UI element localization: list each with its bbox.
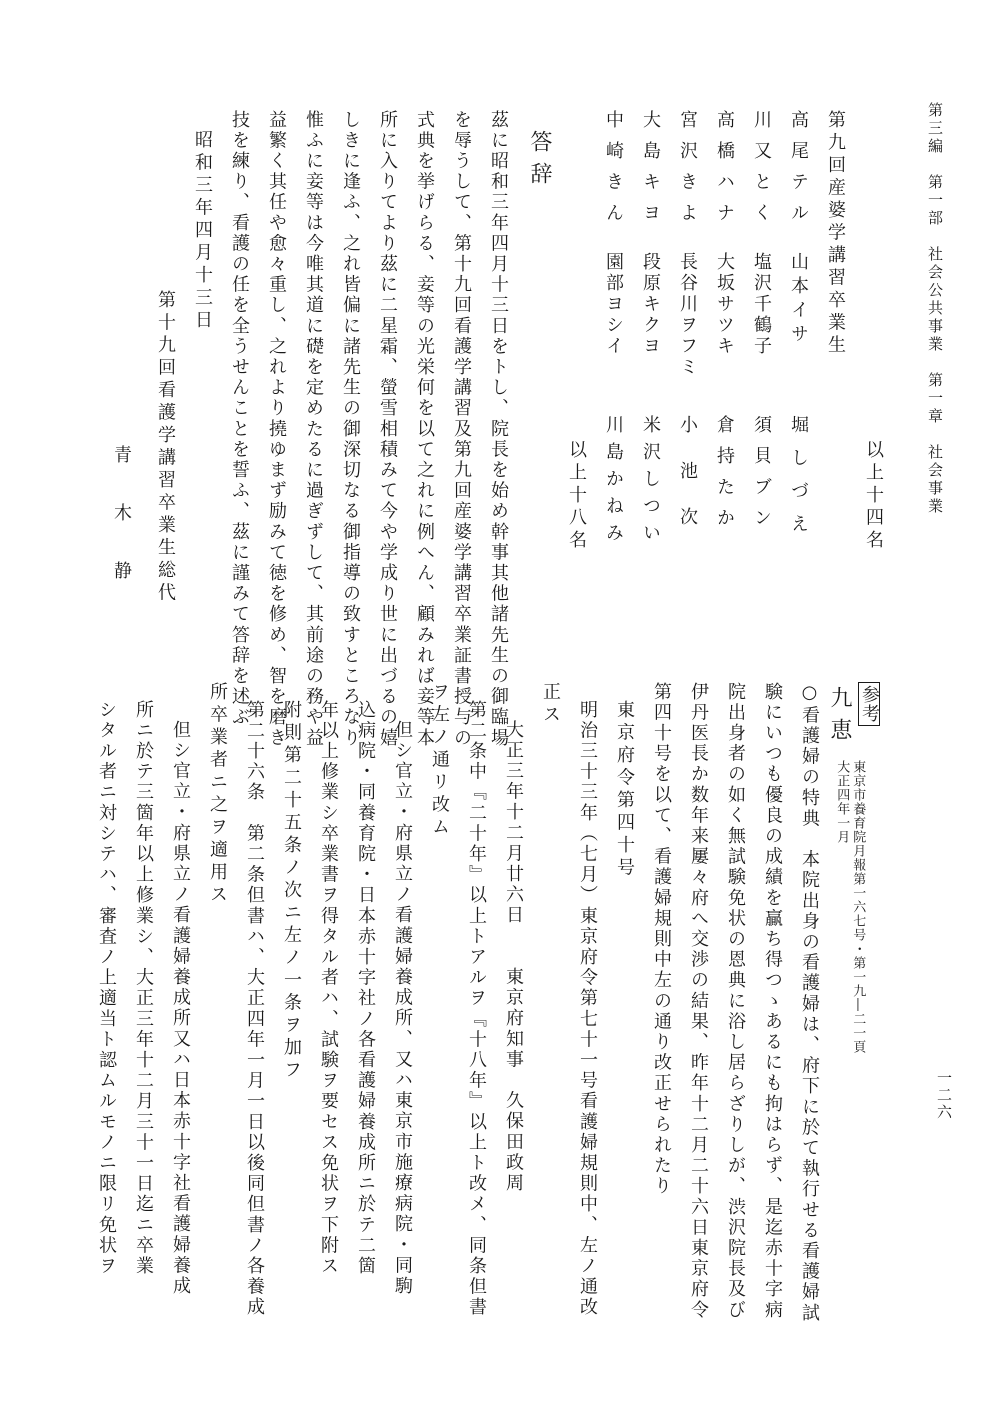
body-line-10: 第二条中『二十年』以上トアルヲ『十八年』以上ト改メ、同条但書 <box>466 700 487 1318</box>
name-r3-c2: 須貝ブン <box>751 415 772 539</box>
name-r1-c6: 中崎きん <box>603 110 624 234</box>
body-line-17: 所卒業者ニ之ヲ適用ス <box>207 682 228 907</box>
name-r2-c4: 長谷川ヲフミ <box>677 252 698 378</box>
toji-line-3: 式典を挙げらる、妾等の光栄何を以て之れに例へん、顧みれば妾等本 <box>414 110 435 749</box>
body-line-1: ○看護婦の特典 本院出身の看護婦は、府下に於て執行せる看護婦試 <box>799 682 820 1324</box>
body-line-19: 所ニ於テ三箇年以上修業シ、大正三年十二月三十一日迄ニ卒業 <box>133 700 154 1277</box>
name-r3-c1: 堀しづえ <box>788 415 809 547</box>
body-line-6: 東京府令第四十号 <box>614 700 635 880</box>
toji-line-7: 益繁く其任や愈々重し、之れより撓ゆまず励みて徳を修め、智を磨き <box>266 110 287 749</box>
name-r3-c6: 川島かねみ <box>603 415 624 550</box>
body-line-20: シタル者ニ対シテハ、審査ノ上適当ト認ムルモノニ限リ免状ヲ <box>96 700 117 1277</box>
count-fourteen: 以上十四名 <box>863 440 884 553</box>
bottom-title: 九恵 <box>827 686 852 750</box>
name-r3-c3: 倉持たか <box>714 415 735 539</box>
page-number: 一二六 <box>935 1070 953 1121</box>
name-r1-c2: 川又とく <box>751 110 772 234</box>
name-r2-c6: 園部ヨシイ <box>603 252 624 357</box>
sanko-text: 参考 <box>858 682 880 726</box>
running-head: 第三編 第一部 社会公共事業 第一章 社会事業 <box>926 102 944 516</box>
body-line-3: 院出身者の如く無試験免状の恩典に浴し居らざりしが、渋沢院長及び <box>725 682 746 1321</box>
body-line-11: ヲ左ノ通リ改ム <box>429 682 450 840</box>
source-line-2: 大正四年一月 <box>834 760 850 844</box>
body-line-8: 正ス <box>540 682 561 727</box>
body-line-16: 第二十六条 第二条但書ハ、大正四年一月一日以後同但書ノ各養成 <box>244 700 265 1318</box>
sanko-label <box>858 682 880 726</box>
toji-line-8: 技を練り、看護の任を全うせんことを誓ふ、茲に謹みて答辞を述ぶ <box>229 110 250 728</box>
body-line-15: 附則第二十五条ノ次ニ左ノ一条ヲ加フ <box>281 700 302 1083</box>
name-r1-c1: 高尾テル <box>788 110 809 234</box>
source-line-1: 東京市養育院月報第一六七号・第一九―二一頁 <box>850 760 866 1054</box>
body-line-14: 年以上修業シ卒業書ヲ得タル者ハ、試験ヲ要セス免状ヲ下附ス <box>318 700 339 1277</box>
name-r2-c5: 段原キクヨ <box>640 252 661 357</box>
toji-line-4: 所に入りてより茲に二星霜、螢雪相積みて今や学成り世に出づるの嬉 <box>377 110 398 749</box>
name-r3-c4: 小池次 <box>677 415 698 553</box>
toji-signer-name: 青木静 <box>111 445 132 619</box>
name-r3-c5: 米沢しつい <box>640 415 661 550</box>
toji-line-5: しきに逢ふ、之れ皆偏に諸先生の御深切なる御指導の致すところなり <box>340 110 361 749</box>
name-r2-c2: 塩沢千鶴子 <box>751 252 772 357</box>
body-line-13: 込病院・同養育院・日本赤十字社ノ各看護婦養成所ニ於テ二箇 <box>355 700 376 1277</box>
body-line-2: 験にいつも優良の成績を贏ち得つゝあるにも拘はらず、是迄赤十字病 <box>762 682 783 1321</box>
name-r1-c3: 高橋ハナ <box>714 110 735 234</box>
body-line-9: 大正三年十二月廿六日 東京府知事 久保田政周 <box>503 720 524 1194</box>
body-line-5: 第四十号を以て、看護婦規則中左の通り改正せられたり <box>651 682 672 1197</box>
name-r1-c5: 大島キヨ <box>640 110 661 234</box>
body-line-12: 但シ官立・府県立ノ看護婦養成所、又ハ東京市施療病院・同駒 <box>392 720 413 1297</box>
toji-signer-title: 第十九回看護学講習卒業生総代 <box>155 290 176 605</box>
section-title: 第九回産婆学講習卒業生 <box>825 110 846 358</box>
name-r2-c1: 山本イサ <box>788 252 809 348</box>
name-r1-c4: 宮沢きよ <box>677 110 698 234</box>
body-line-4: 伊丹医長か数年来屢々府へ交渉の結果、昨年十二月二十六日東京府令 <box>688 682 709 1321</box>
toji-date: 昭和三年四月十三日 <box>192 130 213 333</box>
count-eighteen: 以上十八名 <box>566 440 587 553</box>
name-r2-c3: 大坂サツキ <box>714 252 735 357</box>
toji-line-1: 茲に昭和三年四月十三日をトし、院長を始め幹事其他諸先生の御臨場 <box>488 110 509 749</box>
toji-title: 答辞 <box>527 130 552 194</box>
body-line-7: 明治三十三年（七月）東京府令第七十一号看護婦規則中、左ノ通改 <box>577 700 598 1318</box>
toji-line-6: 惟ふに妾等は今唯其道に礎を定めたるに過ぎずして、其前途の務や益 <box>303 110 324 749</box>
body-line-18: 但シ官立・府県立ノ看護婦養成所又ハ日本赤十字社看護婦養成 <box>170 720 191 1297</box>
toji-line-2: を辱うして、第十九回看護学講習及第九回産婆学講習卒業証書授与の <box>451 110 472 749</box>
